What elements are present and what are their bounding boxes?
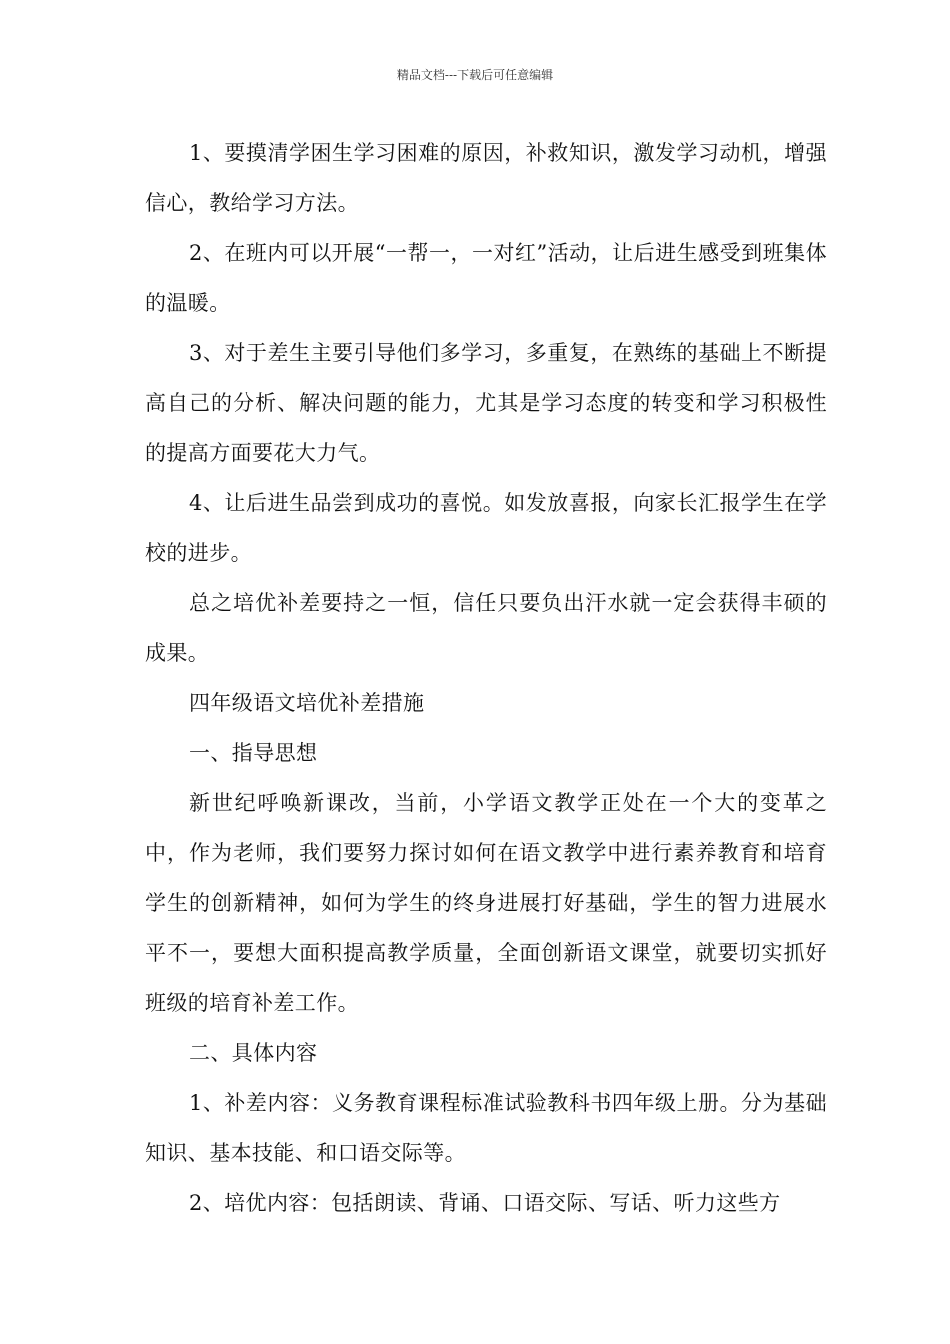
paragraph-2: 2、在班内可以开展“一帮一，一对红”活动，让后进生感受到班集体的温暖。 [145,241,827,315]
paragraph-conclusion: 总之培优补差要持之一恒，信任只要负出汗水就一定会获得丰硕的成果。 [145,591,827,665]
paragraph-3: 3、对于差生主要引导他们多学习，多重复，在熟练的基础上不断提高自己的分析、解决问题的能力，尤其是学习态度的转变和学习积极性的提高方面要花大力气。 [145,341,827,465]
section-title: 四年级语文培优补差措施 [189,691,425,715]
paragraph-enrichment-content: 2、培优内容：包括朗读、背诵、口语交际、写话、听力这些方 [189,1191,781,1215]
document-body [145,128,827,1228]
heading-specific-content: 二、具体内容 [189,1041,318,1065]
paragraph-guiding-ideology: 新世纪呼唤新课改，当前，小学语文教学正处在一个大的变革之中，作为老师，我们要努力探讨如何在语文教学中进行素养教育和培育学生的创新精神，如何为学生的终身进展打好基础，学生的智力进展水平不一，要想大面积提高教学质量，全面创新语文课堂，就要切实抓好班级的培育补差工作。 [145,791,827,1015]
paragraph-1: 1、要摸清学困生学习困难的原因，补救知识，激发学习动机，增强信心，教给学习方法。 [145,141,827,215]
paragraph-4: 4、让后进生品尝到成功的喜悦。如发放喜报，向家长汇报学生在学校的进步。 [145,491,827,565]
heading-guiding-ideology: 一、指导思想 [189,741,318,765]
page-header: 精品文档---下载后可任意编辑 [396,68,554,82]
paragraph-remedial-content: 1、补差内容：义务教育课程标准试验教科书四年级上册。分为基础知识、基本技能、和口语交际等。 [145,1091,827,1165]
